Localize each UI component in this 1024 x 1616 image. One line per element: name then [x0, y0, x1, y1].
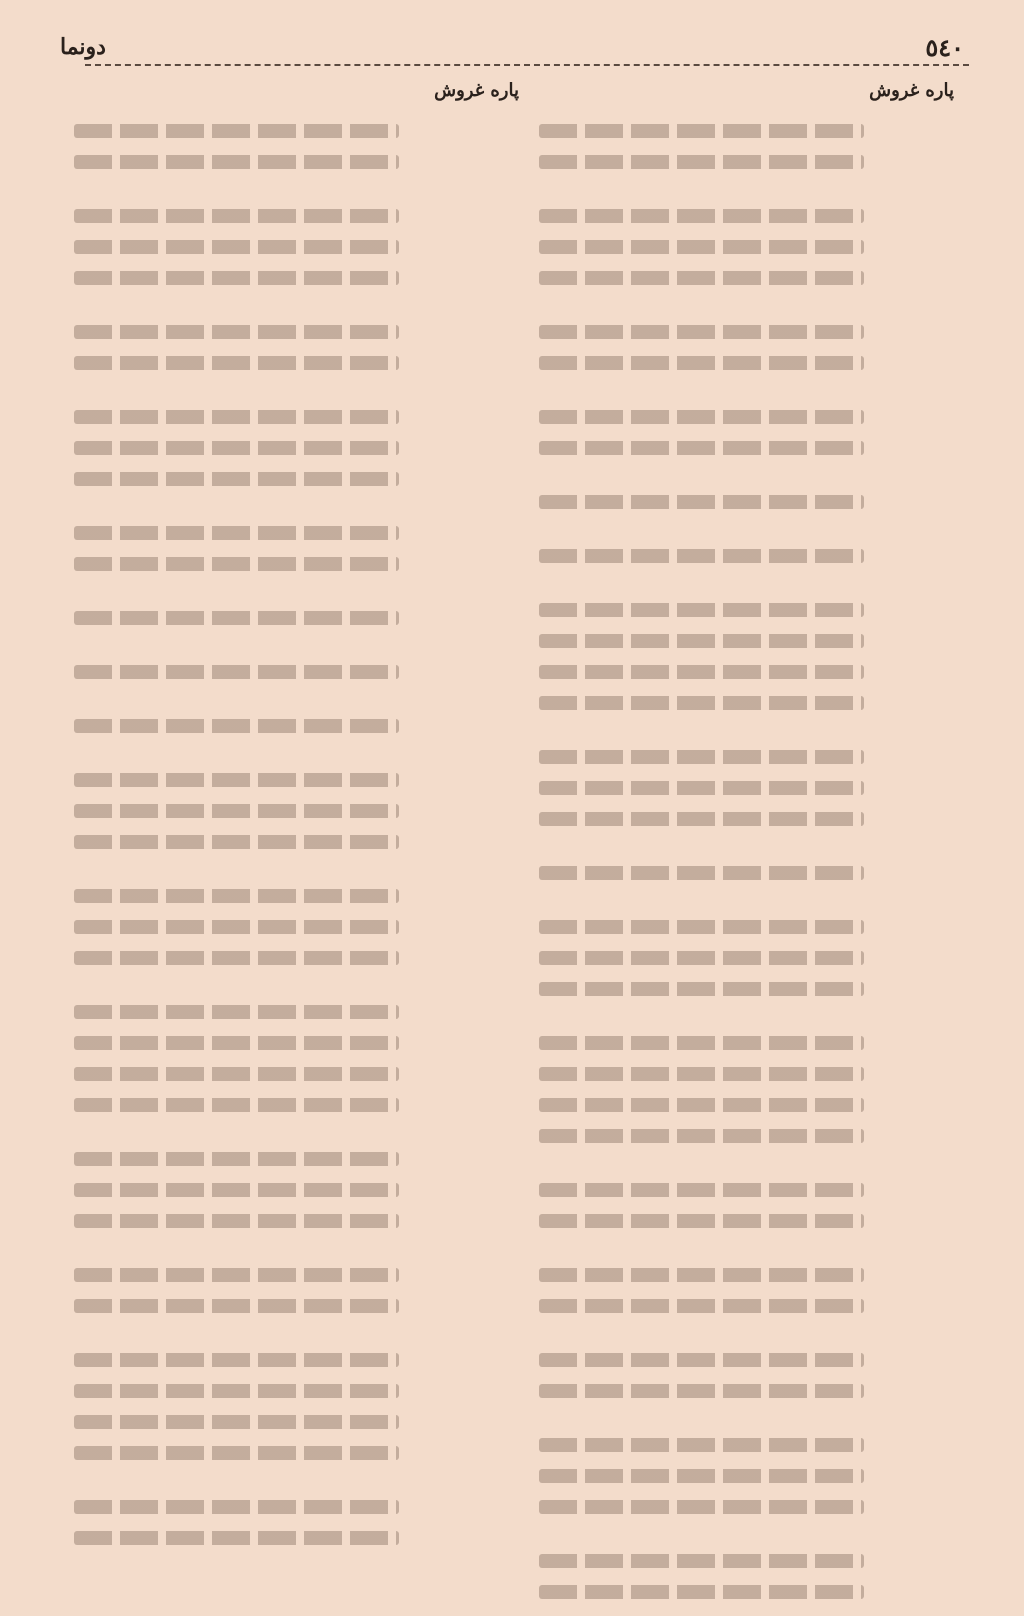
entry-amount: [874, 1027, 969, 1160]
entry-amount: [874, 741, 969, 843]
entry-amount: [409, 602, 504, 642]
entry-amount: [874, 1545, 969, 1616]
entry-amount: [874, 115, 969, 186]
text-line: [74, 773, 399, 787]
entry-amount: [409, 764, 504, 866]
ledger-entry: [74, 764, 504, 866]
ledger-entry: [539, 540, 969, 580]
entry-text: [74, 1143, 399, 1245]
text-line: [74, 1353, 399, 1367]
entry-text: [74, 1344, 399, 1477]
text-line: [539, 951, 864, 965]
text-line: [74, 1036, 399, 1050]
entry-text: [539, 1429, 864, 1531]
left-column: [74, 115, 504, 1372]
ledger-entry: [539, 911, 969, 1013]
running-title: دونما: [60, 34, 106, 60]
ledger-entry: [74, 115, 504, 186]
entry-text: [539, 911, 864, 1013]
text-line: [539, 1469, 864, 1483]
entry-amount: [874, 1429, 969, 1531]
text-line: [74, 325, 399, 339]
entry-amount: [874, 401, 969, 472]
ledger-entry: [74, 1491, 504, 1562]
text-line: [74, 719, 399, 733]
entry-text: [74, 880, 399, 982]
entry-text: [539, 316, 864, 387]
entry-text: [74, 764, 399, 866]
text-line: [74, 1299, 399, 1313]
ledger-entry: [539, 115, 969, 186]
text-line: [539, 1353, 864, 1367]
ledger-entry: [74, 1344, 504, 1477]
text-line: [539, 1098, 864, 1112]
ledger-entry: [74, 316, 504, 387]
text-line: [539, 1036, 864, 1050]
text-line: [539, 781, 864, 795]
page-number: ٥٤٠: [925, 32, 964, 62]
text-line: [74, 1152, 399, 1166]
entry-text: [539, 486, 864, 526]
text-line: [539, 1067, 864, 1081]
ledger-entry: [539, 1259, 969, 1330]
entry-amount: [409, 316, 504, 387]
text-line: [539, 1554, 864, 1568]
ledger-entry: [74, 1143, 504, 1245]
text-line: [539, 356, 864, 370]
entry-amount: [874, 316, 969, 387]
text-line: [74, 1268, 399, 1282]
text-line: [539, 209, 864, 223]
text-line: [74, 526, 399, 540]
text-line: [539, 982, 864, 996]
ledger-entry: [539, 741, 969, 843]
entry-amount: [874, 540, 969, 580]
text-line: [539, 634, 864, 648]
text-line: [74, 889, 399, 903]
entry-text: [539, 1259, 864, 1330]
entry-amount: [409, 1143, 504, 1245]
entry-text: [74, 656, 399, 696]
ledger-entry: [539, 594, 969, 727]
text-line: [539, 549, 864, 563]
entry-text: [539, 401, 864, 472]
entry-text: [74, 115, 399, 186]
entry-amount: [409, 710, 504, 750]
entry-amount: [874, 911, 969, 1013]
entry-amount: [409, 517, 504, 588]
text-line: [74, 804, 399, 818]
text-line: [74, 1384, 399, 1398]
ledger-entry: [74, 602, 504, 642]
entry-amount: [409, 656, 504, 696]
ledger-entry: [74, 656, 504, 696]
entry-text: [74, 517, 399, 588]
text-line: [539, 920, 864, 934]
entry-amount: [409, 996, 504, 1129]
entry-amount: [874, 200, 969, 302]
entry-text: [539, 594, 864, 727]
text-line: [74, 920, 399, 934]
entry-text: [74, 602, 399, 642]
text-line: [539, 1129, 864, 1143]
text-line: [74, 1415, 399, 1429]
entry-text: [539, 857, 864, 897]
text-line: [74, 835, 399, 849]
text-line: [74, 240, 399, 254]
entry-amount: [874, 1174, 969, 1245]
ledger-entry: [539, 1174, 969, 1245]
text-line: [539, 441, 864, 455]
text-line: [74, 124, 399, 138]
text-line: [74, 1531, 399, 1545]
entry-text: [539, 741, 864, 843]
entry-amount: [874, 1259, 969, 1330]
entry-text: [539, 200, 864, 302]
ledger-entry: [74, 401, 504, 503]
text-line: [539, 696, 864, 710]
ledger-entry: [539, 1027, 969, 1160]
ledger-entry: [74, 880, 504, 982]
entry-text: [74, 1259, 399, 1330]
text-line: [539, 1500, 864, 1514]
entry-text: [74, 710, 399, 750]
entry-text: [74, 996, 399, 1129]
text-line: [74, 1098, 399, 1112]
text-line: [539, 410, 864, 424]
text-line: [74, 155, 399, 169]
entry-text: [539, 1545, 864, 1616]
entry-text: [74, 401, 399, 503]
entry-text: [74, 316, 399, 387]
text-line: [539, 240, 864, 254]
entry-amount: [874, 594, 969, 727]
entry-text: [74, 1491, 399, 1562]
ledger-entry: [74, 996, 504, 1129]
right-column: [539, 115, 969, 1372]
text-line: [74, 1005, 399, 1019]
text-line: [539, 866, 864, 880]
entry-amount: [409, 1491, 504, 1562]
text-line: [74, 611, 399, 625]
text-line: [74, 356, 399, 370]
entry-text: [539, 115, 864, 186]
entry-amount: [874, 857, 969, 897]
text-line: [74, 209, 399, 223]
text-line: [539, 1214, 864, 1228]
text-line: [539, 1268, 864, 1282]
entry-text: [539, 540, 864, 580]
entry-amount: [874, 486, 969, 526]
text-line: [74, 410, 399, 424]
entry-amount: [409, 1259, 504, 1330]
entry-amount: [874, 1344, 969, 1415]
text-line: [74, 1214, 399, 1228]
ledger-entry: [74, 1259, 504, 1330]
ledger-entry: [74, 200, 504, 302]
ledger-entry: [539, 316, 969, 387]
ledger-entry: [539, 401, 969, 472]
text-line: [539, 750, 864, 764]
text-line: [539, 325, 864, 339]
entry-amount: [409, 401, 504, 503]
text-line: [539, 603, 864, 617]
text-line: [74, 271, 399, 285]
text-line: [74, 1446, 399, 1460]
entry-text: [74, 200, 399, 302]
text-line: [539, 271, 864, 285]
text-line: [539, 495, 864, 509]
header-rule: [85, 64, 969, 66]
text-line: [74, 557, 399, 571]
entry-amount: [409, 200, 504, 302]
text-line: [74, 472, 399, 486]
entry-amount: [409, 1344, 504, 1477]
text-line: [74, 665, 399, 679]
text-line: [74, 441, 399, 455]
text-line: [539, 1438, 864, 1452]
text-line: [539, 1585, 864, 1599]
ledger-entry: [539, 857, 969, 897]
entry-text: [539, 1027, 864, 1160]
text-line: [539, 124, 864, 138]
ledger-entry: [539, 1545, 969, 1616]
entry-text: [539, 1344, 864, 1415]
ledger-entry: [74, 710, 504, 750]
text-line: [539, 1183, 864, 1197]
text-line: [74, 951, 399, 965]
ledger-entry: [539, 1344, 969, 1415]
text-line: [539, 665, 864, 679]
ledger-entry: [539, 200, 969, 302]
entry-amount: [409, 880, 504, 982]
entry-amount: [409, 115, 504, 186]
text-line: [74, 1183, 399, 1197]
text-line: [539, 1384, 864, 1398]
ledger-entry: [539, 1429, 969, 1531]
ledger-entry: [539, 486, 969, 526]
text-line: [74, 1500, 399, 1514]
entry-text: [539, 1174, 864, 1245]
text-line: [74, 1067, 399, 1081]
left-column-header: پاره غروش: [434, 80, 519, 101]
ledger-entry: [74, 517, 504, 588]
text-line: [539, 1299, 864, 1313]
text-line: [539, 812, 864, 826]
text-line: [539, 155, 864, 169]
right-column-header: پاره غروش: [869, 80, 954, 101]
